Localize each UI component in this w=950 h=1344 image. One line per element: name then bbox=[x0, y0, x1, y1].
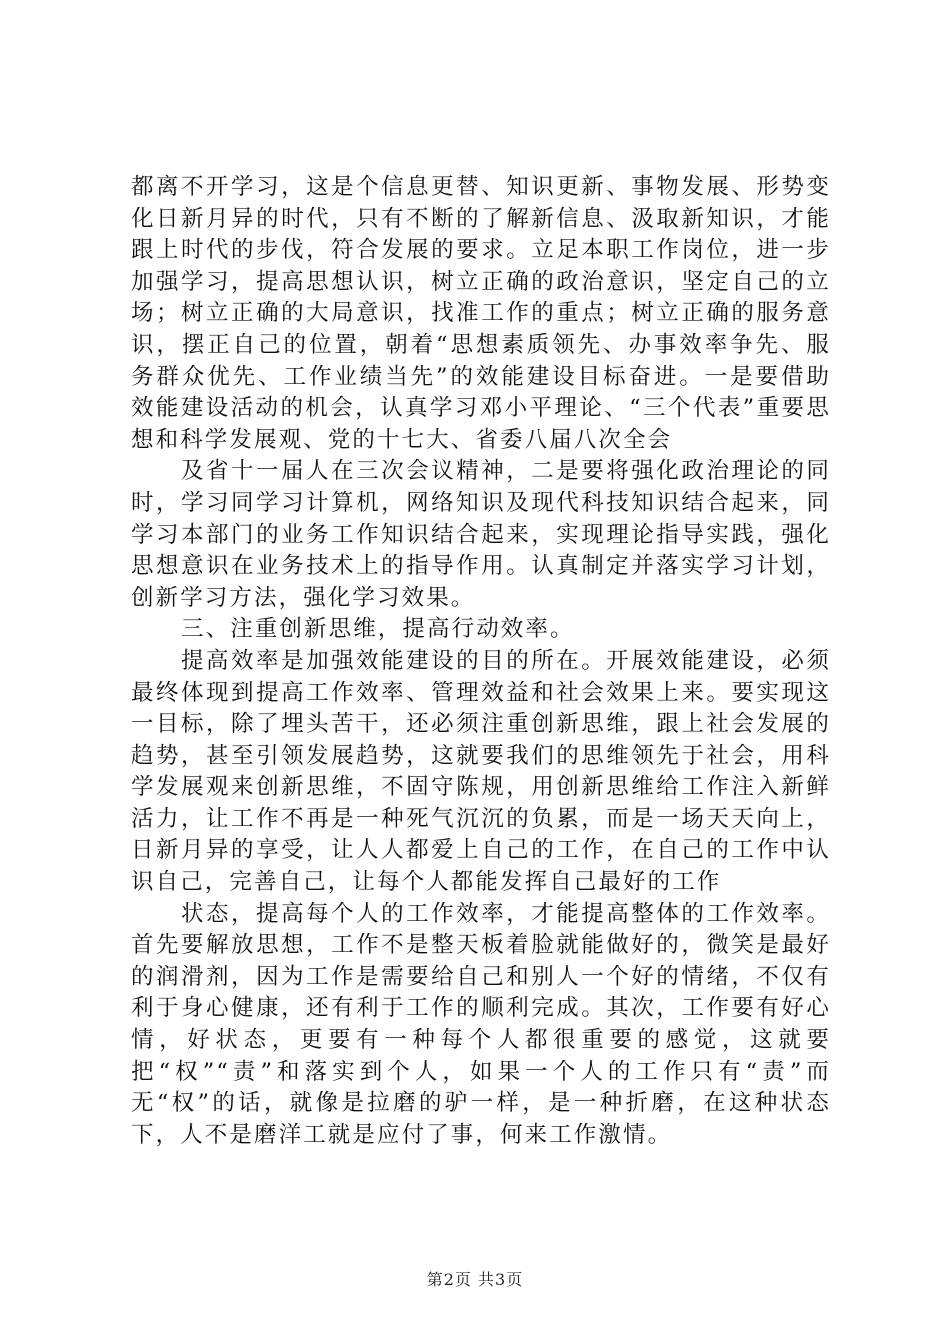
paragraph-4: 状态，提高每个人的工作效率，才能提高整体的工作效率。首先要解放思想，工作不是整天板着脸就能做好的，微笑是最好的润滑剂，因为工作是需要给自己和别人一个好的情绪，不仅有利于身心健康，还有利于工作的顺利完成。其次，工作要有好心情，好状态，更要有一种每个人都很重要的感觉，这就要把“权”“责”和落实到个人，如果一个人的工作只有“责”而无“权”的话，就像是拉磨的驴一样，是一种折磨，在这种状态下，人不是磨洋工就是应付了事，何来工作激情。 bbox=[131, 900, 831, 1148]
body-text bbox=[131, 172, 831, 1151]
section-heading: 三、注重创新思维，提高行动效率。 bbox=[181, 616, 575, 643]
paragraph-1: 都离不开学习，这是个信息更替、知识更新、事物发展、形势变化日新月异的时代，只有不断的了解新信息、汲取新知识，才能跟上时代的步伐，符合发展的要求。立足本职工作岗位，进一步加强学习，提高思想认识，树立正确的政治意识，坚定自己的立场；树立正确的大局意识，找准工作的重点；树立正确的服务意识，摆正自己的位置，朝着“思想素质领先、办事效率争先、服务群众优先、工作业绩当先”的效能建设目标奋进。一是要借助效能建设活动的机会，认真学习邓小平理论、“三个代表”重要思想和科学发展观、党的十七大、省委八届八次全会 bbox=[131, 174, 831, 453]
paragraph-2: 及省十一届人在三次会议精神，二是要将强化政治理论的同时，学习同学习计算机，网络知识及现代科技知识结合起来，同学习本部门的业务工作知识结合起来，实现理论指导实践，强化思想意识在业务技术上的指导作用。认真制定并落实学习计划，创新学习方法，强化学习效果。 bbox=[131, 458, 831, 611]
paragraph-3: 提高效率是加强效能建设的目的所在。开展效能建设，必须最终体现到提高工作效率、管理效益和社会效果上来。要实现这一目标，除了埋头苦干，还必须注重创新思维，跟上社会发展的趋势，甚至引领发展趋势，这就要我们的思维领先于社会，用科学发展观来创新思维，不固守陈规，用创新思维给工作注入新鲜活力，让工作不再是一种死气沉沉的负累，而是一场天天向上，日新月异的享受，让人人都爱上自己的工作，在自己的工作中认识自己，完善自己，让每个人都能发挥自己最好的工作 bbox=[131, 647, 831, 896]
page-footer: 第2页 共3页 bbox=[426, 1270, 524, 1289]
